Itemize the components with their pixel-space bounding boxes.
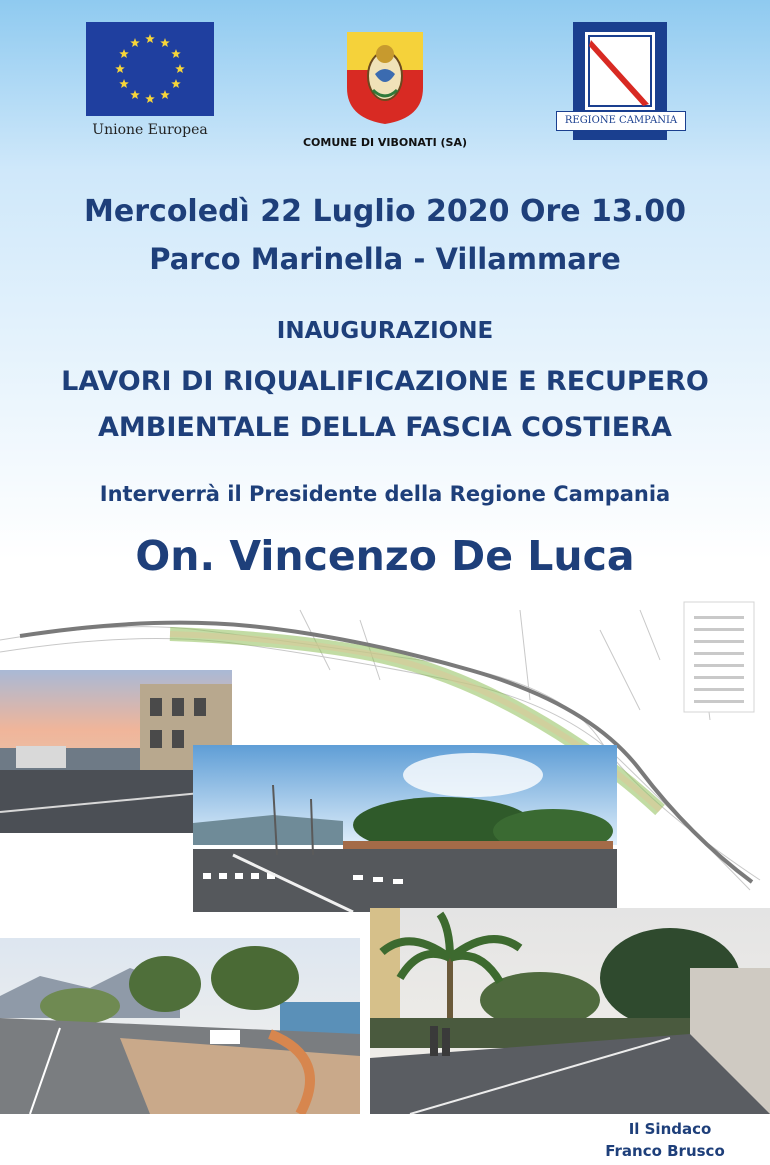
works-title-line-1: LAVORI DI RIQUALIFICAZIONE E RECUPERO bbox=[61, 366, 709, 397]
mayor-title: Il Sindaco bbox=[628, 1120, 712, 1138]
speaker-name: On. Vincenzo De Luca bbox=[135, 532, 635, 580]
photo-road-rendering bbox=[193, 745, 617, 912]
event-date-time: Mercoledì 22 Luglio 2020 Ore 13.00 bbox=[84, 194, 686, 229]
eu-logo-caption: Unione Europea bbox=[92, 122, 208, 138]
photo-street-palm bbox=[370, 908, 770, 1114]
comune-coat-of-arms-logo bbox=[345, 30, 425, 126]
works-title-line-2: AMBIENTALE DELLA FASCIA COSTIERA bbox=[98, 412, 672, 443]
mayor-name: Franco Brusco bbox=[605, 1142, 725, 1160]
event-place: Parco Marinella - Villammare bbox=[149, 242, 621, 276]
inauguration-heading: INAUGURAZIONE bbox=[276, 318, 494, 344]
comune-logo-caption: COMUNE DI VIBONATI (SA) bbox=[302, 136, 468, 149]
eu-flag-logo bbox=[86, 22, 214, 116]
photo-promenade-rendering bbox=[0, 938, 360, 1114]
regione-logo-caption: REGIONE CAMPANIA bbox=[556, 111, 686, 131]
speaker-intro: Interverrà il Presidente della Regione Campania bbox=[99, 482, 671, 506]
